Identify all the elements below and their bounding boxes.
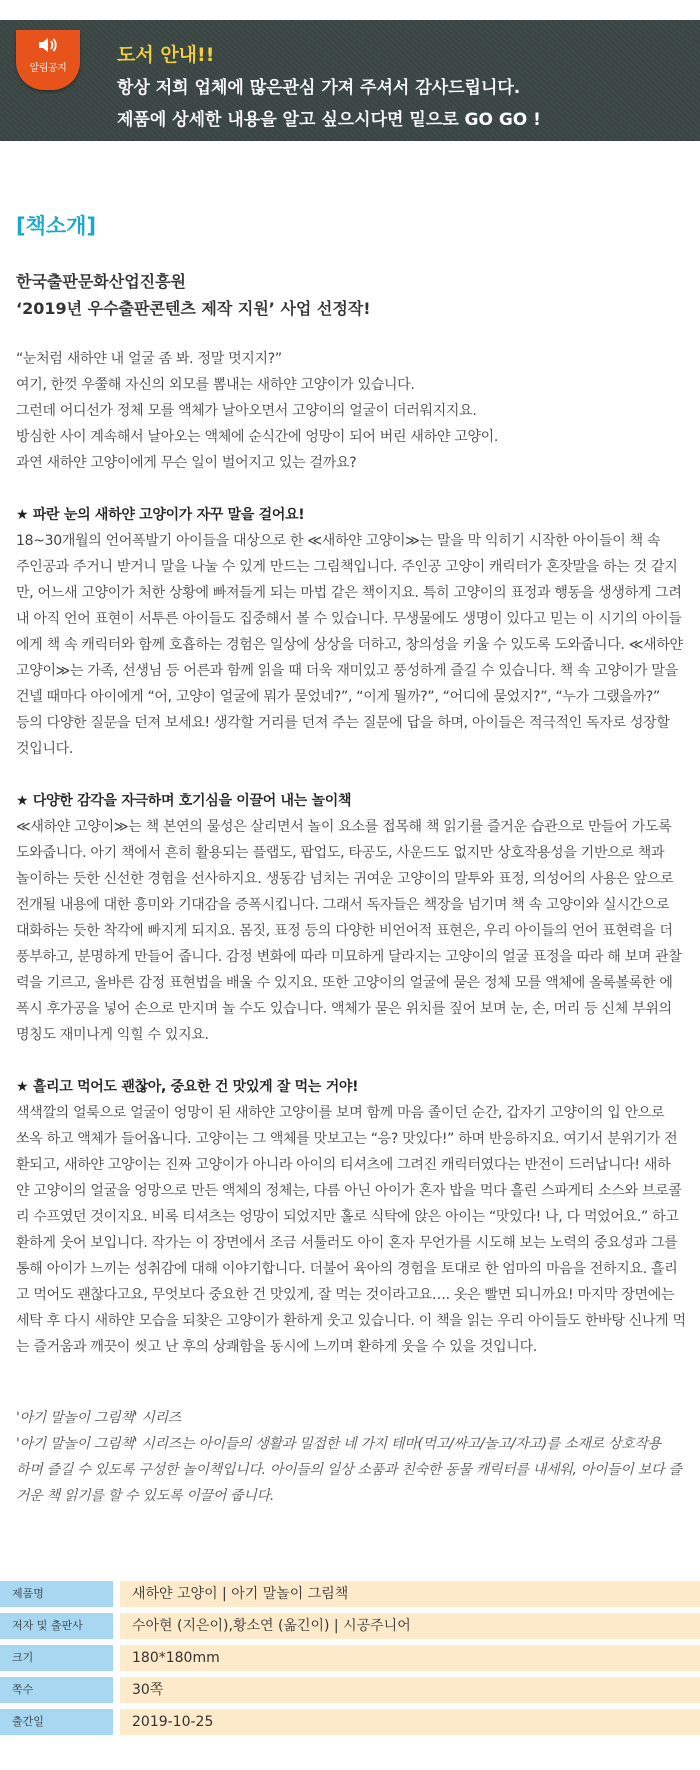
- speaker-icon: [37, 36, 59, 54]
- feature-line: 명칭도 재미나게 익힐 수 있지요.: [16, 1027, 209, 1043]
- notice-line-2: 제품에 상세한 내용을 알고 싶으시다면 밑으로 GO GO !: [117, 110, 541, 130]
- feature-heading: ★ 흘리고 먹어도 괜찮아, 중요한 건 맛있게 잘 먹는 거야!: [16, 1079, 359, 1095]
- notice-badge: [16, 30, 80, 90]
- feature-line: 환하게 웃어 보입니다. 작가는 이 장면에서 조금 서툴러도 아이 혼자 무언가를 시도해 보는 노력의 중요성과 그를: [16, 1235, 678, 1251]
- series-line: 거운 책 읽기를 할 수 있도록 이끌어 줍니다.: [16, 1488, 275, 1504]
- section-heading: [책소개]: [16, 214, 97, 238]
- series-title: '아기 말놀이 그림책' 시리즈: [16, 1410, 182, 1426]
- feature-line: 놀이하는 듯한 신선한 경험을 선사하지요. 생동감 넘치는 귀여운 고양이의 말투와 표정, 의성어의 사용은 앞으로: [16, 871, 674, 887]
- award-line-1: 한국출판문화산업진흥원: [16, 272, 187, 291]
- badge-label: 알림공지: [29, 63, 67, 74]
- feature-heading: ★ 파란 눈의 새하얀 고양이가 자꾸 말을 걸어요!: [16, 507, 305, 523]
- feature-line: 전개될 내용에 대한 흥미와 기대감을 증폭시킵니다. 그래서 독자들은 책장을 넘기며 책 속 고양이와 실시간으로: [16, 897, 670, 913]
- info-row-size: [0, 1645, 700, 1671]
- feature-line: 내 아직 언어 표현이 서투른 아이들도 집중해서 볼 수 있습니다. 무생물에도 생명이 있다고 믿는 이 시기의 아이들: [16, 611, 682, 627]
- feature-line: ≪새하얀 고양이≫는 책 본연의 물성은 살리면서 놀이 요소를 접목해 책 읽기를 즐거운 습관으로 만들어 가도록: [16, 819, 672, 835]
- info-row-author-publisher: [0, 1613, 700, 1639]
- series-description: [16, 1405, 694, 1509]
- info-value: 180*180mm: [120, 1645, 700, 1671]
- info-value: 수아현 (지은이),황소연 (옮긴이) | 시공주니어: [120, 1613, 700, 1639]
- book-introduction: [16, 210, 694, 1360]
- feature-line: 통해 아이가 느끼는 성취감에 대해 이야기합니다. 더불어 육아의 경험을 토대로 한 엄마의 마음을 전하지요. 흘리: [16, 1261, 678, 1277]
- info-label: 출간일: [0, 1709, 113, 1735]
- feature-line: 는 즐거움과 깨끗이 씻고 난 후의 상쾌함을 동시에 느끼며 환하게 웃을 수 있을 것입니다.: [16, 1339, 537, 1355]
- notice-banner: [0, 20, 700, 141]
- info-value: 30쪽: [120, 1677, 700, 1703]
- feature-section-3: [16, 1074, 694, 1360]
- feature-line: 건넬 때마다 아이에게 “어, 고양이 얼굴에 뭐가 묻었네?”, “이게 뭘까?”, “어디에 묻었지?”, “누가 그랬을까?”: [16, 689, 660, 705]
- intro-line: 그런데 어디선가 정체 모를 액체가 날아오면서 고양이의 얼굴이 더러워지지요.: [16, 403, 477, 419]
- info-value: 2019-10-25: [120, 1709, 700, 1735]
- award-notice: [16, 268, 694, 322]
- info-label: 저자 및 출판사: [0, 1613, 113, 1639]
- info-row-product-name: [0, 1581, 700, 1607]
- info-row-pages: [0, 1677, 700, 1703]
- feature-line: 등의 다양한 질문을 던져 보세요! 생각할 거리를 던져 주는 질문에 답을 하며, 아이들은 적극적인 독자로 성장할: [16, 715, 670, 731]
- feature-line: 것입니다.: [16, 741, 74, 757]
- series-line: '아기 말놀이 그림책' 시리즈는 아이들의 생활과 밀접한 네 가지 테마(먹고/싸고/놀고/자고)를 소재로 상호작용: [16, 1436, 661, 1452]
- series-line: 하며 즐길 수 있도록 구성한 놀이책입니다. 아이들의 일상 소품과 친숙한 동물 캐릭터를 내세워, 아이들이 보다 즐: [16, 1462, 682, 1478]
- feature-line: 대화하는 듯한 착각에 빠지게 되지요. 몸짓, 표정 등의 다양한 비언어적 표현은, 우리 아이들의 언어 표현력을 더: [16, 923, 673, 939]
- feature-section-1: [16, 502, 694, 762]
- feature-line: 얀 고양이의 얼굴을 엉망으로 만든 액체의 정체는, 다름 아닌 아이가 혼자 밥을 먹다 흘린 스파게티 소스와 브로콜: [16, 1183, 682, 1199]
- feature-line: 력을 기르고, 올바른 감정 표현법을 배울 수 있지요. 또한 고양이의 얼굴에 묻은 정체 모를 액체에 올록볼록한 에: [16, 975, 673, 991]
- feature-line: 폭시 후가공을 넣어 손으로 만지며 놀 수도 있습니다. 액체가 묻은 위치를 짚어 보며 눈, 손, 머리 등 신체 부위의: [16, 1001, 672, 1017]
- feature-section-2: [16, 788, 694, 1048]
- feature-line: 만, 어느새 고양이가 처한 상황에 빠져들게 되는 마법 같은 책이지요. 특히 고양이의 표정과 행동을 생생하게 그려: [16, 585, 682, 601]
- feature-line: 풍부하고, 분명하게 만들어 줍니다. 감정 변화에 따라 미묘하게 달라지는 고양이의 얼굴 표정을 따라 해 보며 관찰: [16, 949, 682, 965]
- info-label: 쪽수: [0, 1677, 113, 1703]
- feature-line: 고 먹어도 괜찮다고요, 무엇보다 중요한 건 맛있게, 잘 먹는 것이라고요…. 옷은 빨면 되니까요! 마지막 장면에는: [16, 1287, 675, 1303]
- feature-line: 고양이≫는 가족, 선생님 등 어른과 함께 읽을 때 더욱 재미있고 풍성하게 즐길 수 있습니다. 책 속 고양이가 말을: [16, 663, 678, 679]
- feature-line: 리 수프였던 것이지요. 비록 티셔츠는 엉망이 되었지만 홀로 식탁에 앉은 아이는 “맛있다! 나, 다 먹었어요.” 하고: [16, 1209, 679, 1225]
- feature-line: 색색깔의 얼룩으로 얼굴이 엉망이 된 새하얀 고양이를 보며 함께 마음 졸이던 순간, 갑자기 고양이의 입 안으로: [16, 1105, 665, 1121]
- intro-paragraph: [16, 346, 694, 476]
- notice-title: 도서 안내!!: [117, 44, 215, 66]
- notice-line-1: 항상 저희 업체에 많은관심 가져 주셔서 감사드립니다.: [117, 78, 521, 98]
- feature-line: 세탁 후 다시 새하얀 모습을 되찾은 고양이가 환하게 웃고 있습니다. 이 책을 읽는 우리 아이들도 한바탕 신나게 먹: [16, 1313, 686, 1329]
- intro-line: 방심한 사이 계속해서 날아오는 액체에 순식간에 엉망이 되어 버린 새하얀 고양이.: [16, 429, 499, 445]
- feature-heading: ★ 다양한 감각을 자극하며 호기심을 이끌어 내는 놀이책: [16, 793, 352, 809]
- feature-line: 쏘옥 하고 액체가 들어옵니다. 고양이는 그 액체를 맛보고는 “응? 맛있다!” 하며 반응하지요. 여기서 분위기가 전: [16, 1131, 678, 1147]
- award-line-2: ‘2019년 우수출판콘텐츠 제작 지원’ 사업 선정작!: [16, 299, 371, 318]
- intro-line: 여기, 한껏 우쭐해 자신의 외모를 뽐내는 새하얀 고양이가 있습니다.: [16, 377, 415, 393]
- feature-line: 환되고, 새하얀 고양이는 진짜 고양이가 아니라 아이의 티셔츠에 그려진 캐릭터였다는 반전이 드러납니다! 새하: [16, 1157, 671, 1173]
- intro-line: 과연 새하얀 고양이에게 무슨 일이 벌어지고 있는 걸까요?: [16, 455, 357, 471]
- info-row-release-date: [0, 1709, 700, 1735]
- intro-line: “눈처럼 새하얀 내 얼굴 좀 봐. 정말 멋지지?”: [16, 351, 282, 367]
- feature-line: 18~30개월의 언어폭발기 아이들을 대상으로 한 ≪새하얀 고양이≫는 말을 막 익히기 시작한 아이들이 책 속: [16, 533, 661, 549]
- info-label: 크기: [0, 1645, 113, 1671]
- feature-line: 도와줍니다. 아기 책에서 흔히 활용되는 플랩도, 팝업도, 타공도, 사운드도 없지만 상호작용성을 기반으로 책과: [16, 845, 665, 861]
- info-label: 제품명: [0, 1581, 113, 1607]
- feature-line: 에게 책 속 캐릭터와 함께 호흡하는 경험은 일상에 상상을 더하고, 창의성을 키울 수 있도록 도와줍니다. ≪새하얀: [16, 637, 683, 653]
- product-info-table: [0, 1581, 700, 1741]
- feature-line: 주인공과 주거니 받거니 말을 나눌 수 있게 만드는 그림책입니다. 주인공 고양이 캐릭터가 혼잣말을 하는 것 같지: [16, 559, 678, 575]
- info-value: 새하얀 고양이 | 아기 말놀이 그림책: [120, 1581, 700, 1607]
